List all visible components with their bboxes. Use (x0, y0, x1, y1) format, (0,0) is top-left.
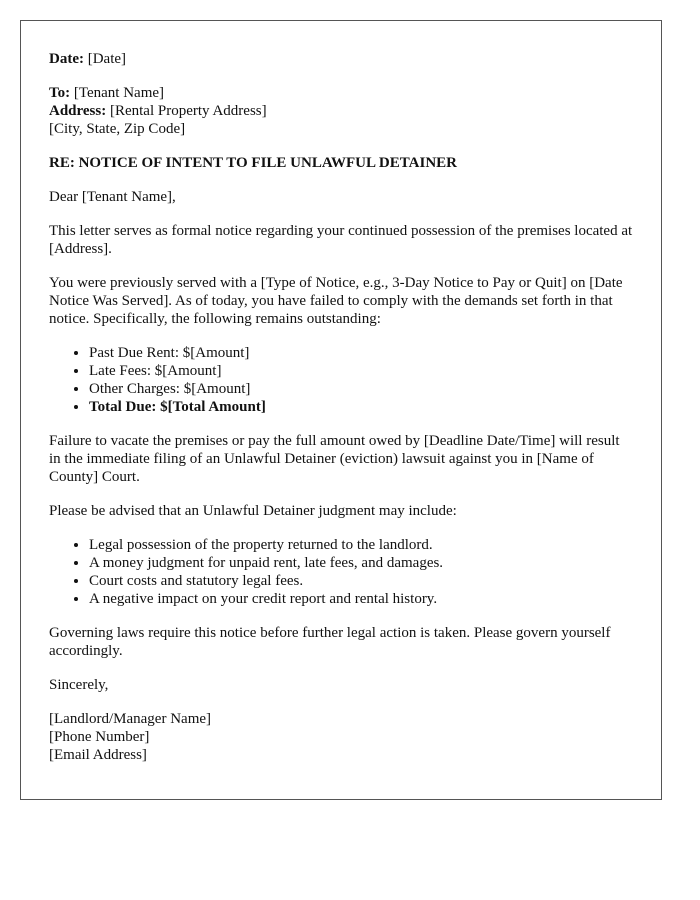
to-line (49, 84, 633, 102)
salutation: Dear [Tenant Name], (49, 189, 176, 205)
to-label: To: (49, 85, 71, 101)
previous-notice-paragraph: You were previously served with a [Type of Notice, e.g., 3-Day Notice to Pay or Quit] on [Date Notice Was Served]. As of today, you have failed to comply with the demands set forth in that notice. Specifically, the following remains outstanding: (49, 275, 623, 327)
signature-email: [Email Address] (49, 747, 147, 763)
signature-name: [Landlord/Manager Name] (49, 711, 212, 727)
date-value: [Date] (87, 51, 127, 67)
list-item: • Late Fees: $[Amount] (89, 362, 633, 380)
advised-paragraph: Please be advised that an Unlawful Detainer judgment may include: (49, 503, 457, 519)
date-line (49, 50, 633, 68)
recipient-block (49, 84, 633, 138)
to-value: [Tenant Name] (73, 85, 165, 101)
address-label: Address: (49, 103, 107, 119)
date-label: Date: (49, 51, 84, 67)
governing-paragraph: Governing laws require this notice before further legal action is taken. Please govern yourself accordingly. (49, 625, 611, 659)
intro-paragraph: This letter serves as formal notice regarding your continued possession of the premises located at [Address]. (49, 223, 633, 257)
city-line: [City, State, Zip Code] (49, 121, 186, 137)
list-item: • A money judgment for unpaid rent, late fees, and damages. (89, 554, 633, 572)
amounts-list (49, 344, 633, 416)
list-item: • Past Due Rent: $[Amount] (89, 344, 633, 362)
letter-document (20, 20, 662, 800)
list-item: • Legal possession of the property returned to the landlord. (89, 536, 633, 554)
signature-phone: [Phone Number] (49, 729, 150, 745)
list-item: • Court costs and statutory legal fees. (89, 572, 633, 590)
list-item: • Other Charges: $[Amount] (89, 380, 633, 398)
closing: Sincerely, (49, 677, 109, 693)
signature-block (49, 710, 633, 764)
address-value: [Rental Property Address] (109, 103, 267, 119)
failure-paragraph: Failure to vacate the premises or pay the full amount owed by [Deadline Date/Time] will result in the immediate filing of an Unlawful Detainer (eviction) lawsuit against you in [Name of County] Court. (49, 433, 620, 485)
subject-line: RE: NOTICE OF INTENT TO FILE UNLAWFUL DETAINER (49, 155, 458, 171)
address-line (49, 102, 633, 120)
list-item: • A negative impact on your credit report and rental history. (89, 590, 633, 608)
total-due-item: • Total Due: $[Total Amount] (89, 398, 633, 416)
judgment-list (49, 536, 633, 608)
